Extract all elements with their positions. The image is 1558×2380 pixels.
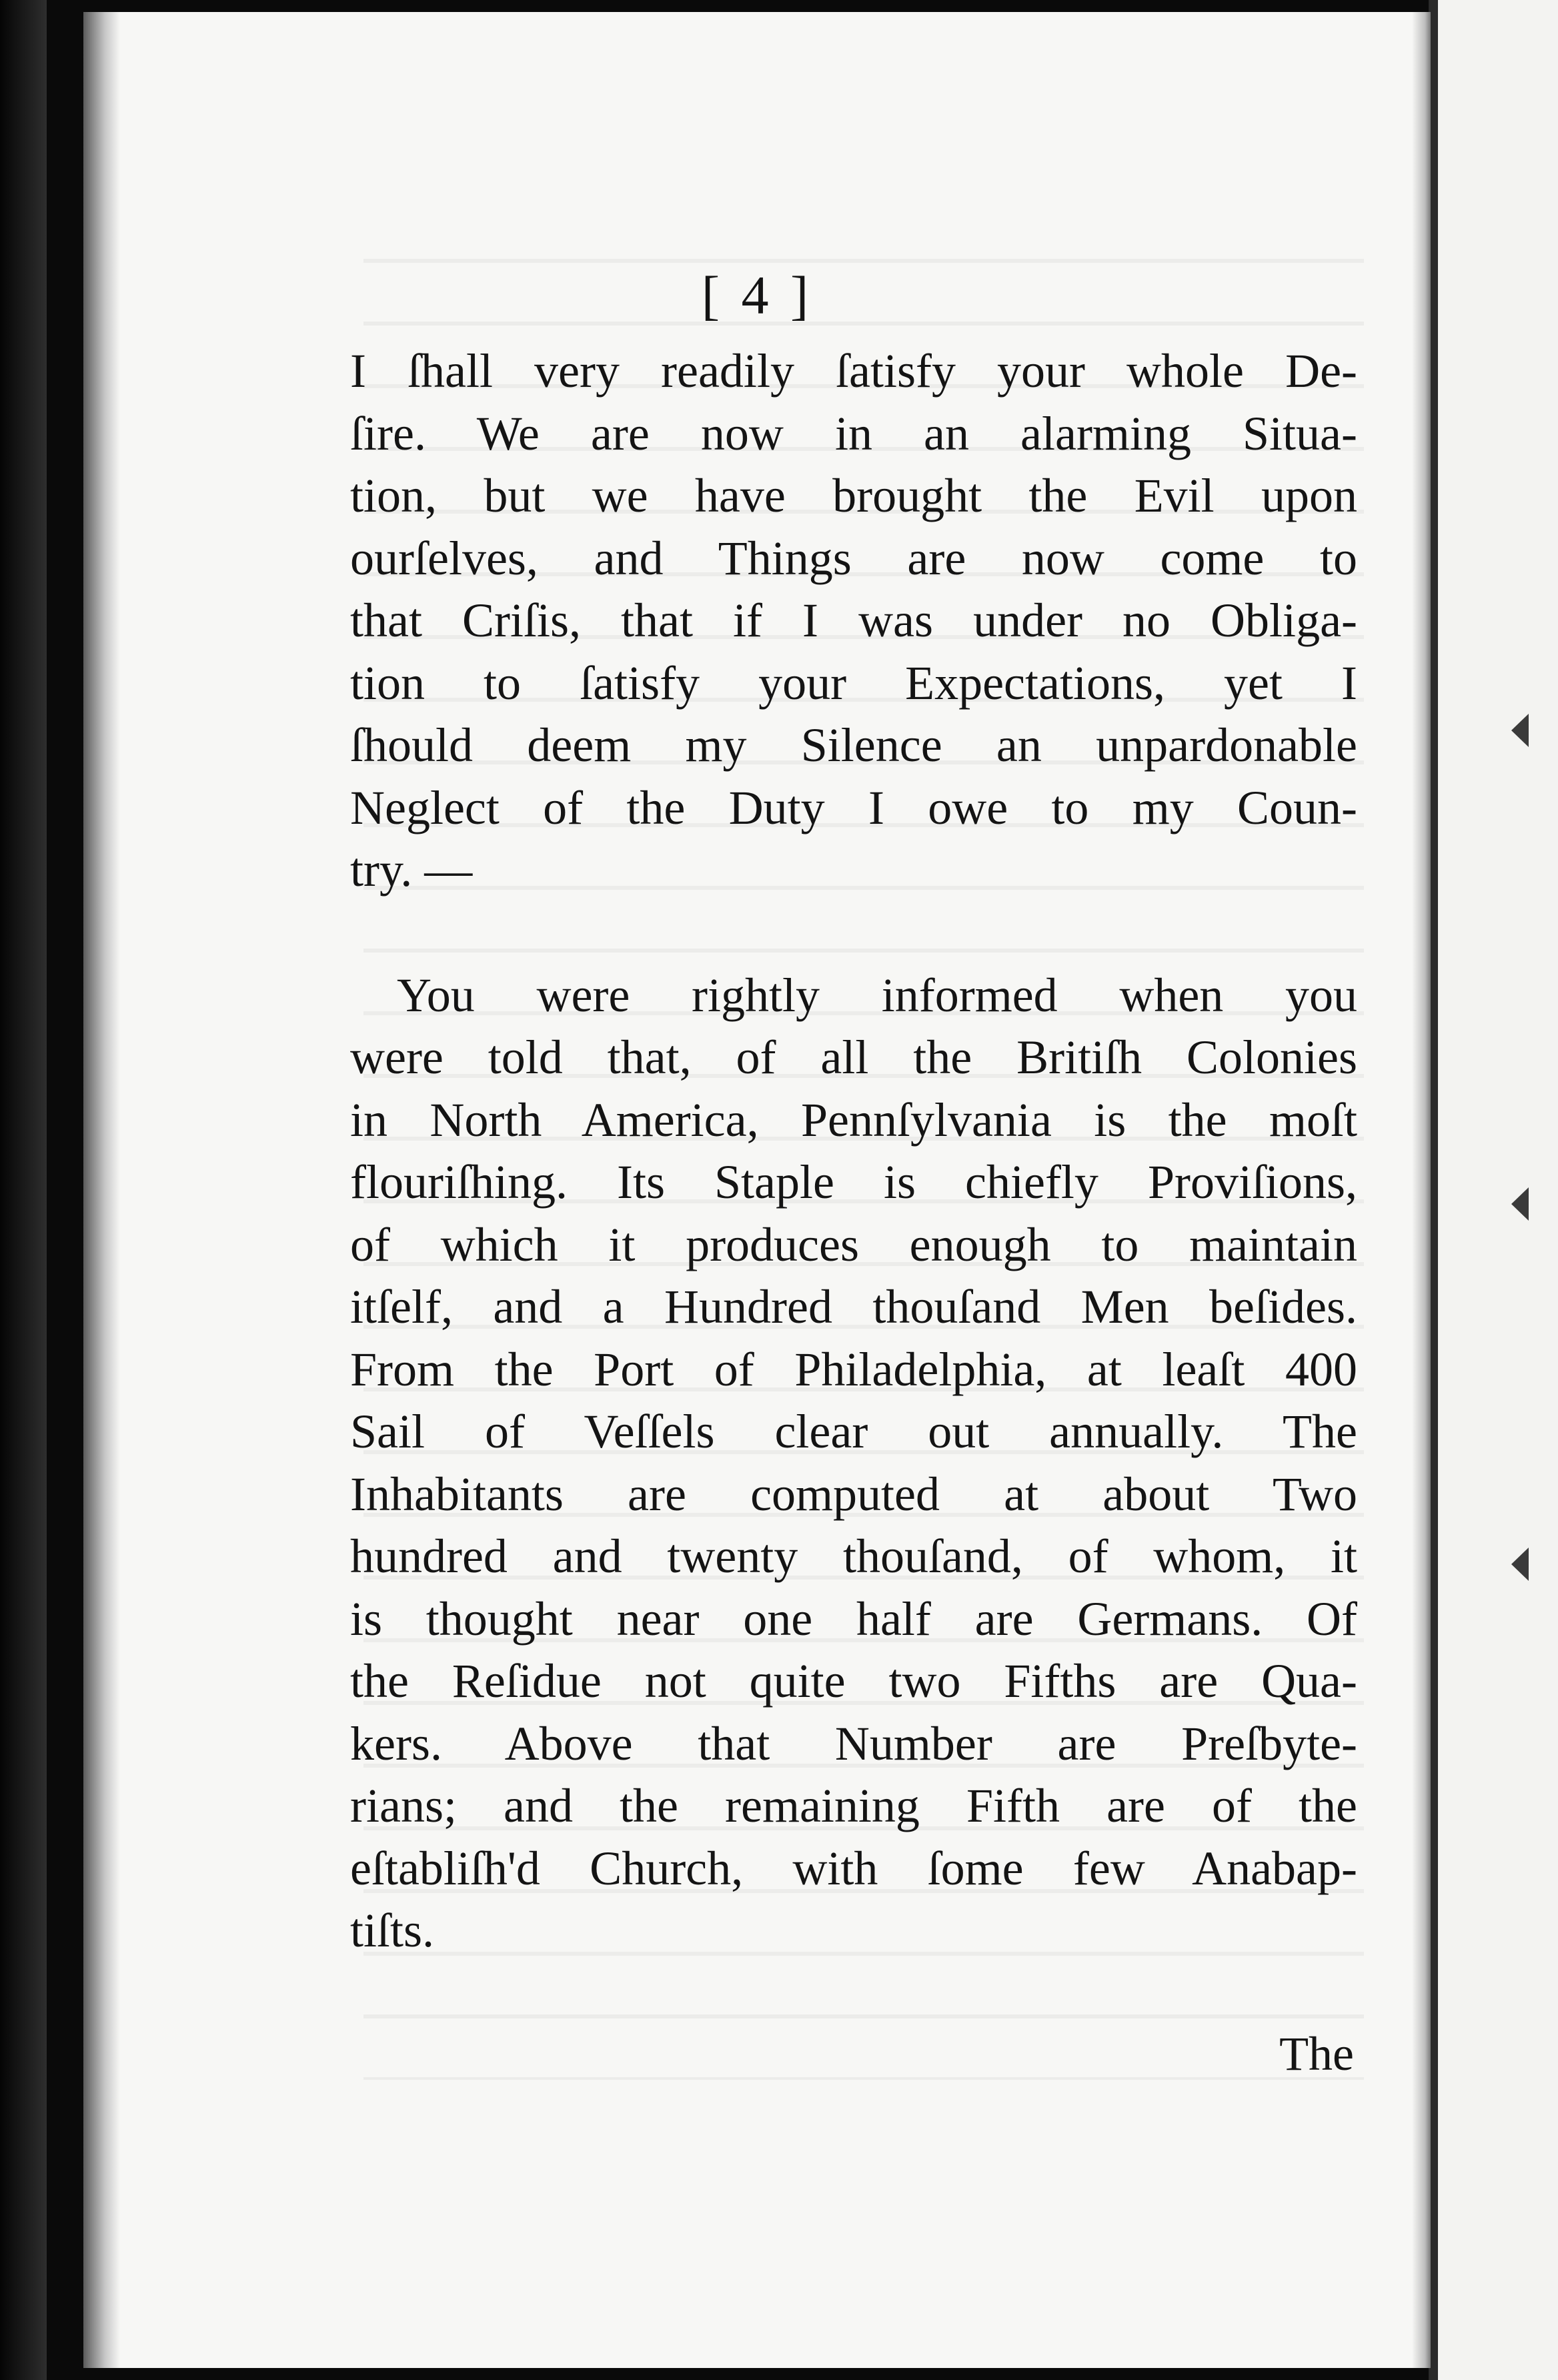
- text-line: is thought near one half are Germans. Of: [350, 1592, 1357, 1646]
- text-line: Inhabitants are computed at about Two: [350, 1467, 1357, 1521]
- text-line: From the Port of Philadelphia, at leaſt 400: [350, 1342, 1357, 1396]
- text-line: tiſts.: [350, 1904, 435, 1957]
- text-line: I ſhall very readily ſatisfy your whole De-: [350, 344, 1357, 398]
- page-edge-mark: [1509, 707, 1531, 754]
- text-line: rians; and the remaining Fifth are of the: [350, 1779, 1357, 1832]
- scan-left-border: [0, 0, 47, 2380]
- text-line: eſtabliſh'd Church, with ſome few Anabap-: [350, 1841, 1357, 1895]
- catchword: The: [1279, 2027, 1354, 2080]
- text-line: in North America, Pennſylvania is the moſt: [350, 1093, 1357, 1147]
- page-edge-mark: [1509, 1541, 1531, 1588]
- text-line: try. —: [350, 843, 473, 897]
- page-number: [ 4 ]: [701, 265, 813, 326]
- text-line: flouriſhing. Its Staple is chiefly Proviſions,: [350, 1155, 1357, 1209]
- text-line: were told that, of all the Britiſh Colonies: [350, 1031, 1357, 1084]
- text-line: kers. Above that Number are Preſbyte-: [350, 1716, 1357, 1770]
- book-page: [83, 12, 1431, 2368]
- text-line: itſelf, and a Hundred thouſand Men beſides.: [350, 1280, 1357, 1333]
- text-line: You were rightly informed when you: [397, 968, 1357, 1022]
- text-line: of which it produces enough to maintain: [350, 1217, 1357, 1271]
- paragraph-gap: [350, 902, 1357, 965]
- paragraph-1: [350, 340, 1357, 902]
- text-line: ſhould deem my Silence an unpardonable: [350, 718, 1357, 772]
- text-line: the Reſidue not quite two Fifths are Qua-: [350, 1654, 1357, 1708]
- facing-page-edge: [1431, 0, 1558, 2380]
- text-line: that Criſis, that if I was under no Obliga-: [350, 594, 1357, 647]
- text-line: tion to ſatisfy your Expectations, yet I: [350, 656, 1357, 710]
- text-line: ſire. We are now in an alarming Situa-: [350, 406, 1357, 460]
- body-text: [350, 340, 1357, 1962]
- text-line: ourſelves, and Things are now come to: [350, 531, 1357, 585]
- page-right-edge: [1412, 12, 1431, 2368]
- page-edge-mark: [1509, 1181, 1531, 1227]
- text-line: Sail of Veſſels clear out annually. The: [350, 1405, 1357, 1458]
- text-line: hundred and twenty thouſand, of whom, it: [350, 1530, 1357, 1583]
- text-line: Neglect of the Duty I owe to my Coun-: [350, 780, 1357, 834]
- gutter-shadow: [83, 12, 120, 2368]
- paragraph-2: [350, 965, 1357, 1962]
- text-line: tion, but we have brought the Evil upon: [350, 469, 1357, 522]
